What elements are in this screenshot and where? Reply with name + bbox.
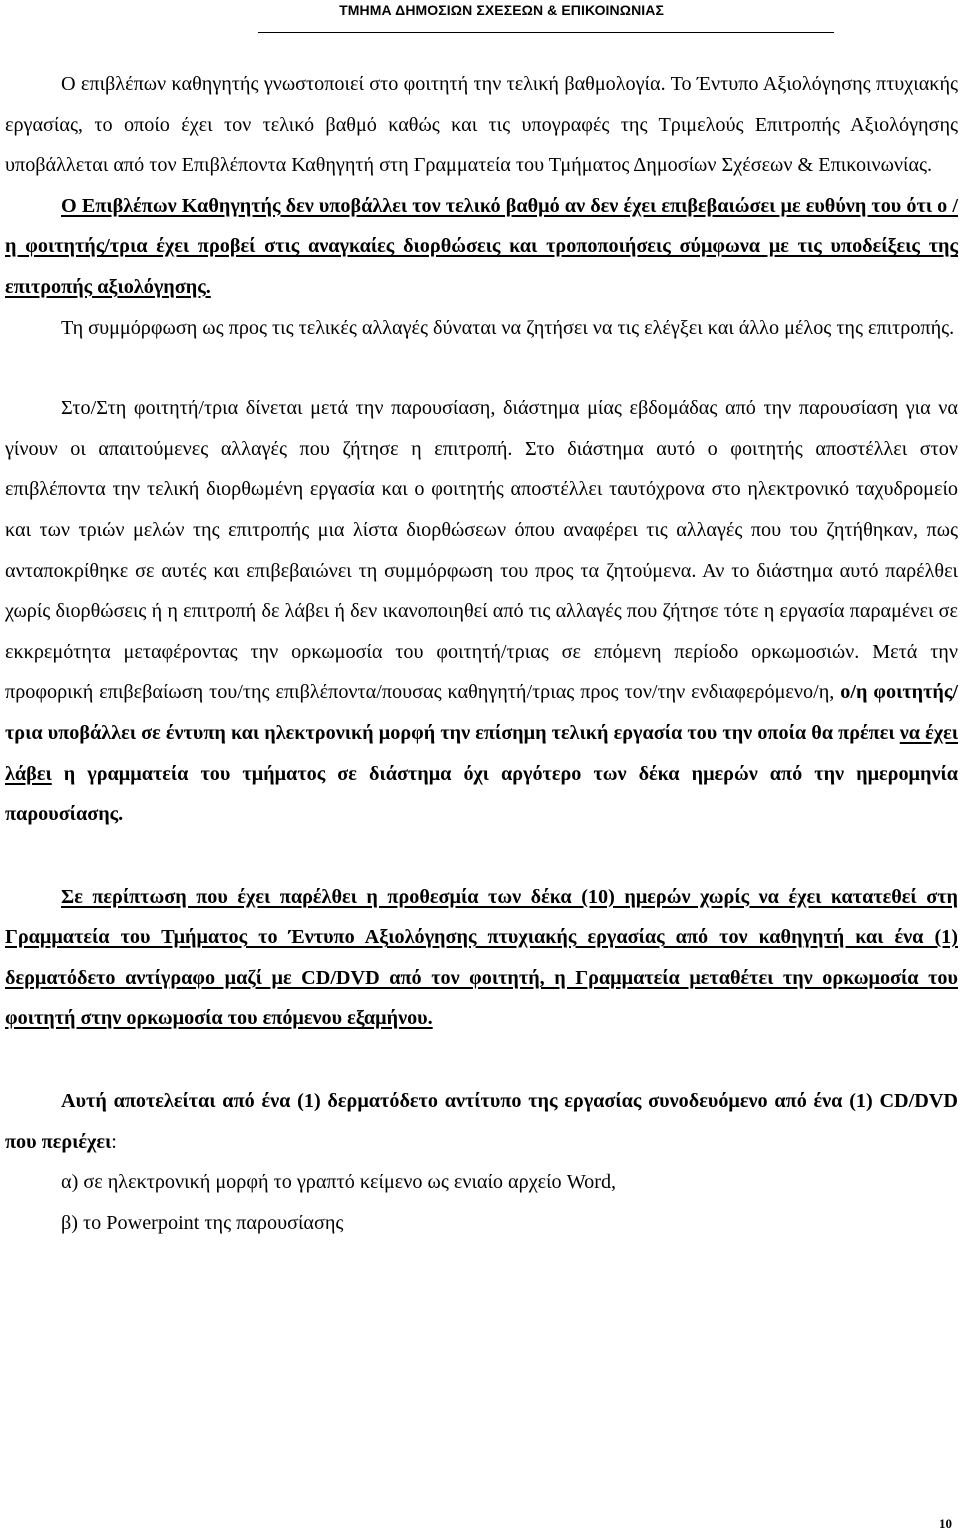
paragraph-deadline-missed <box>5 877 958 1039</box>
supervisor-rule-text: Ο Επιβλέπων Καθηγητής δεν υποβάλλει τον τελικό βαθμό αν δεν έχει επιβεβαιώσει με ευθύνη του ότι ο /η φοιτητής/τρια έχει προβεί στις αναγκαίες διορθώσεις και τροποποιήσεις σύμφωνα με τις υποδείξεις της επιτροπής αξιολόγησης. <box>5 194 958 298</box>
page-header <box>0 0 960 40</box>
deliverables-text: Αυτή αποτελείται από ένα (1) δερματόδετο αντίτυπο της εργασίας συνοδευόμενο από ένα (1) CD/DVD που περιέχει <box>5 1090 958 1153</box>
list-item-word-file: α) σε ηλεκτρονική μορφή το γραπτό κείμενο ως ενιαίο αρχείο Word, <box>61 1171 617 1194</box>
deadline-missed-text: Σε περίπτωση που έχει παρέλθει η προθεσμία των δέκα (10) ημερών χωρίς να έχει κατατεθεί στη Γραμματεία του Τμήματος το Έντυπο Αξιολόγησης πτυχιακής εργασίας από τον καθηγητή και ένα (1) δερματόδετο αντίγραφο μαζί με CD/DVD από τον φοιτητή, η Γραμματεία μεταθέτει την ορκωμοσία του φοιτητή στην ορκωμοσία του επόμενου εξαμήνου. <box>5 885 958 1030</box>
document-body <box>5 64 958 1243</box>
page-number: 10 <box>939 1516 952 1531</box>
deadline-text: η γραμματεία του τμήματος σε διάστημα όχι αργότερο των δέκα ημερών από την ημερομηνία παρουσίασης. <box>5 762 958 826</box>
submission-requirement-text: ο/η φοιτητής/τρια υποβάλλει σε έντυπη και ηλεκτρονική μορφή την επίσημη τελική εργασία του την οποία θα πρέπει <box>5 681 959 744</box>
department-title: ΤΜΗΜΑ ΔΗΜΟΣΙΩΝ ΣΧΕΣΕΩΝ & ΕΠΙΚΟΙΝΩΝΙΑΣ <box>339 2 664 18</box>
paragraph-deliverables <box>5 1081 958 1162</box>
must-receive-text: να έχει λάβει <box>5 721 959 785</box>
paragraph-corrections-period <box>5 388 958 835</box>
deliverables-colon: : <box>111 1130 117 1153</box>
list-item-powerpoint: β) το Powerpoint της παρουσίασης <box>61 1211 344 1234</box>
paragraph-final-grade: Ο επιβλέπων καθηγητής γνωστοποιεί στο φοιτητή την τελική βαθμολογία. Το Έντυπο Αξιολόγησης πτυχιακής εργασίας, το οποίο έχει τον τελικό βαθμό καθώς και τις υπογραφές της Τριμελούς Επιτροπής Αξιολόγησης υποβάλλεται από τον Επιβλέποντα Καθηγητή στη Γραμματεία του Τμήματος Δημοσίων Σχέσεων & Επικοινωνίας. <box>5 73 958 177</box>
header-divider <box>258 32 834 33</box>
paragraph-compliance-check: Τη συμμόρφωση ως προς τις τελικές αλλαγές δύναται να ζητήσει να τις ελέγξει και άλλο μέλος της επιτροπής. <box>61 316 955 339</box>
paragraph-supervisor-confirmation <box>5 186 958 308</box>
corrections-text: Στο/Στη φοιτητή/τρια δίνεται μετά την παρουσίαση, διάστημα μίας εβδομάδας από την παρουσίαση για να γίνουν οι απαιτούμενες αλλαγές που ζήτησε η επιτροπή. Στο διάστημα αυτό ο φοιτητής αποστέλλει στον επιβλέποντα την τελική διορθωμένη εργασία και ο φοιτητής αποστέλλει ταυτόχρονα στο ηλεκτρονικό ταχυδρομείο και των τριών μελών της επιτροπής μια λίστα διορθώσεων όπου αναφέρει τις αλλαγές που του ζητήθηκαν, πως ανταποκρίθηκε σε αυτές και επιβεβαιώνει τη συμμόρφωση του προς τα ζητούμενα. Αν το διάστημα αυτό παρέλθει χωρίς διορθώσεις ή η επιτροπή δε λάβει ή δεν ικανοποιηθεί από τις αλλαγές που ζήτησε τότε η εργασία παραμένει σε εκκρεμότητα μεταφέροντας την ορκωμοσία του φοιτητή/τριας σε επόμενη περίοδο ορκωμοσιών. Μετά την προφορική επιβεβαίωση του/της επιβλέποντα/πουσας καθηγητή/τριας προς τον/την ενδιαφερόμενο/η, <box>5 397 958 704</box>
